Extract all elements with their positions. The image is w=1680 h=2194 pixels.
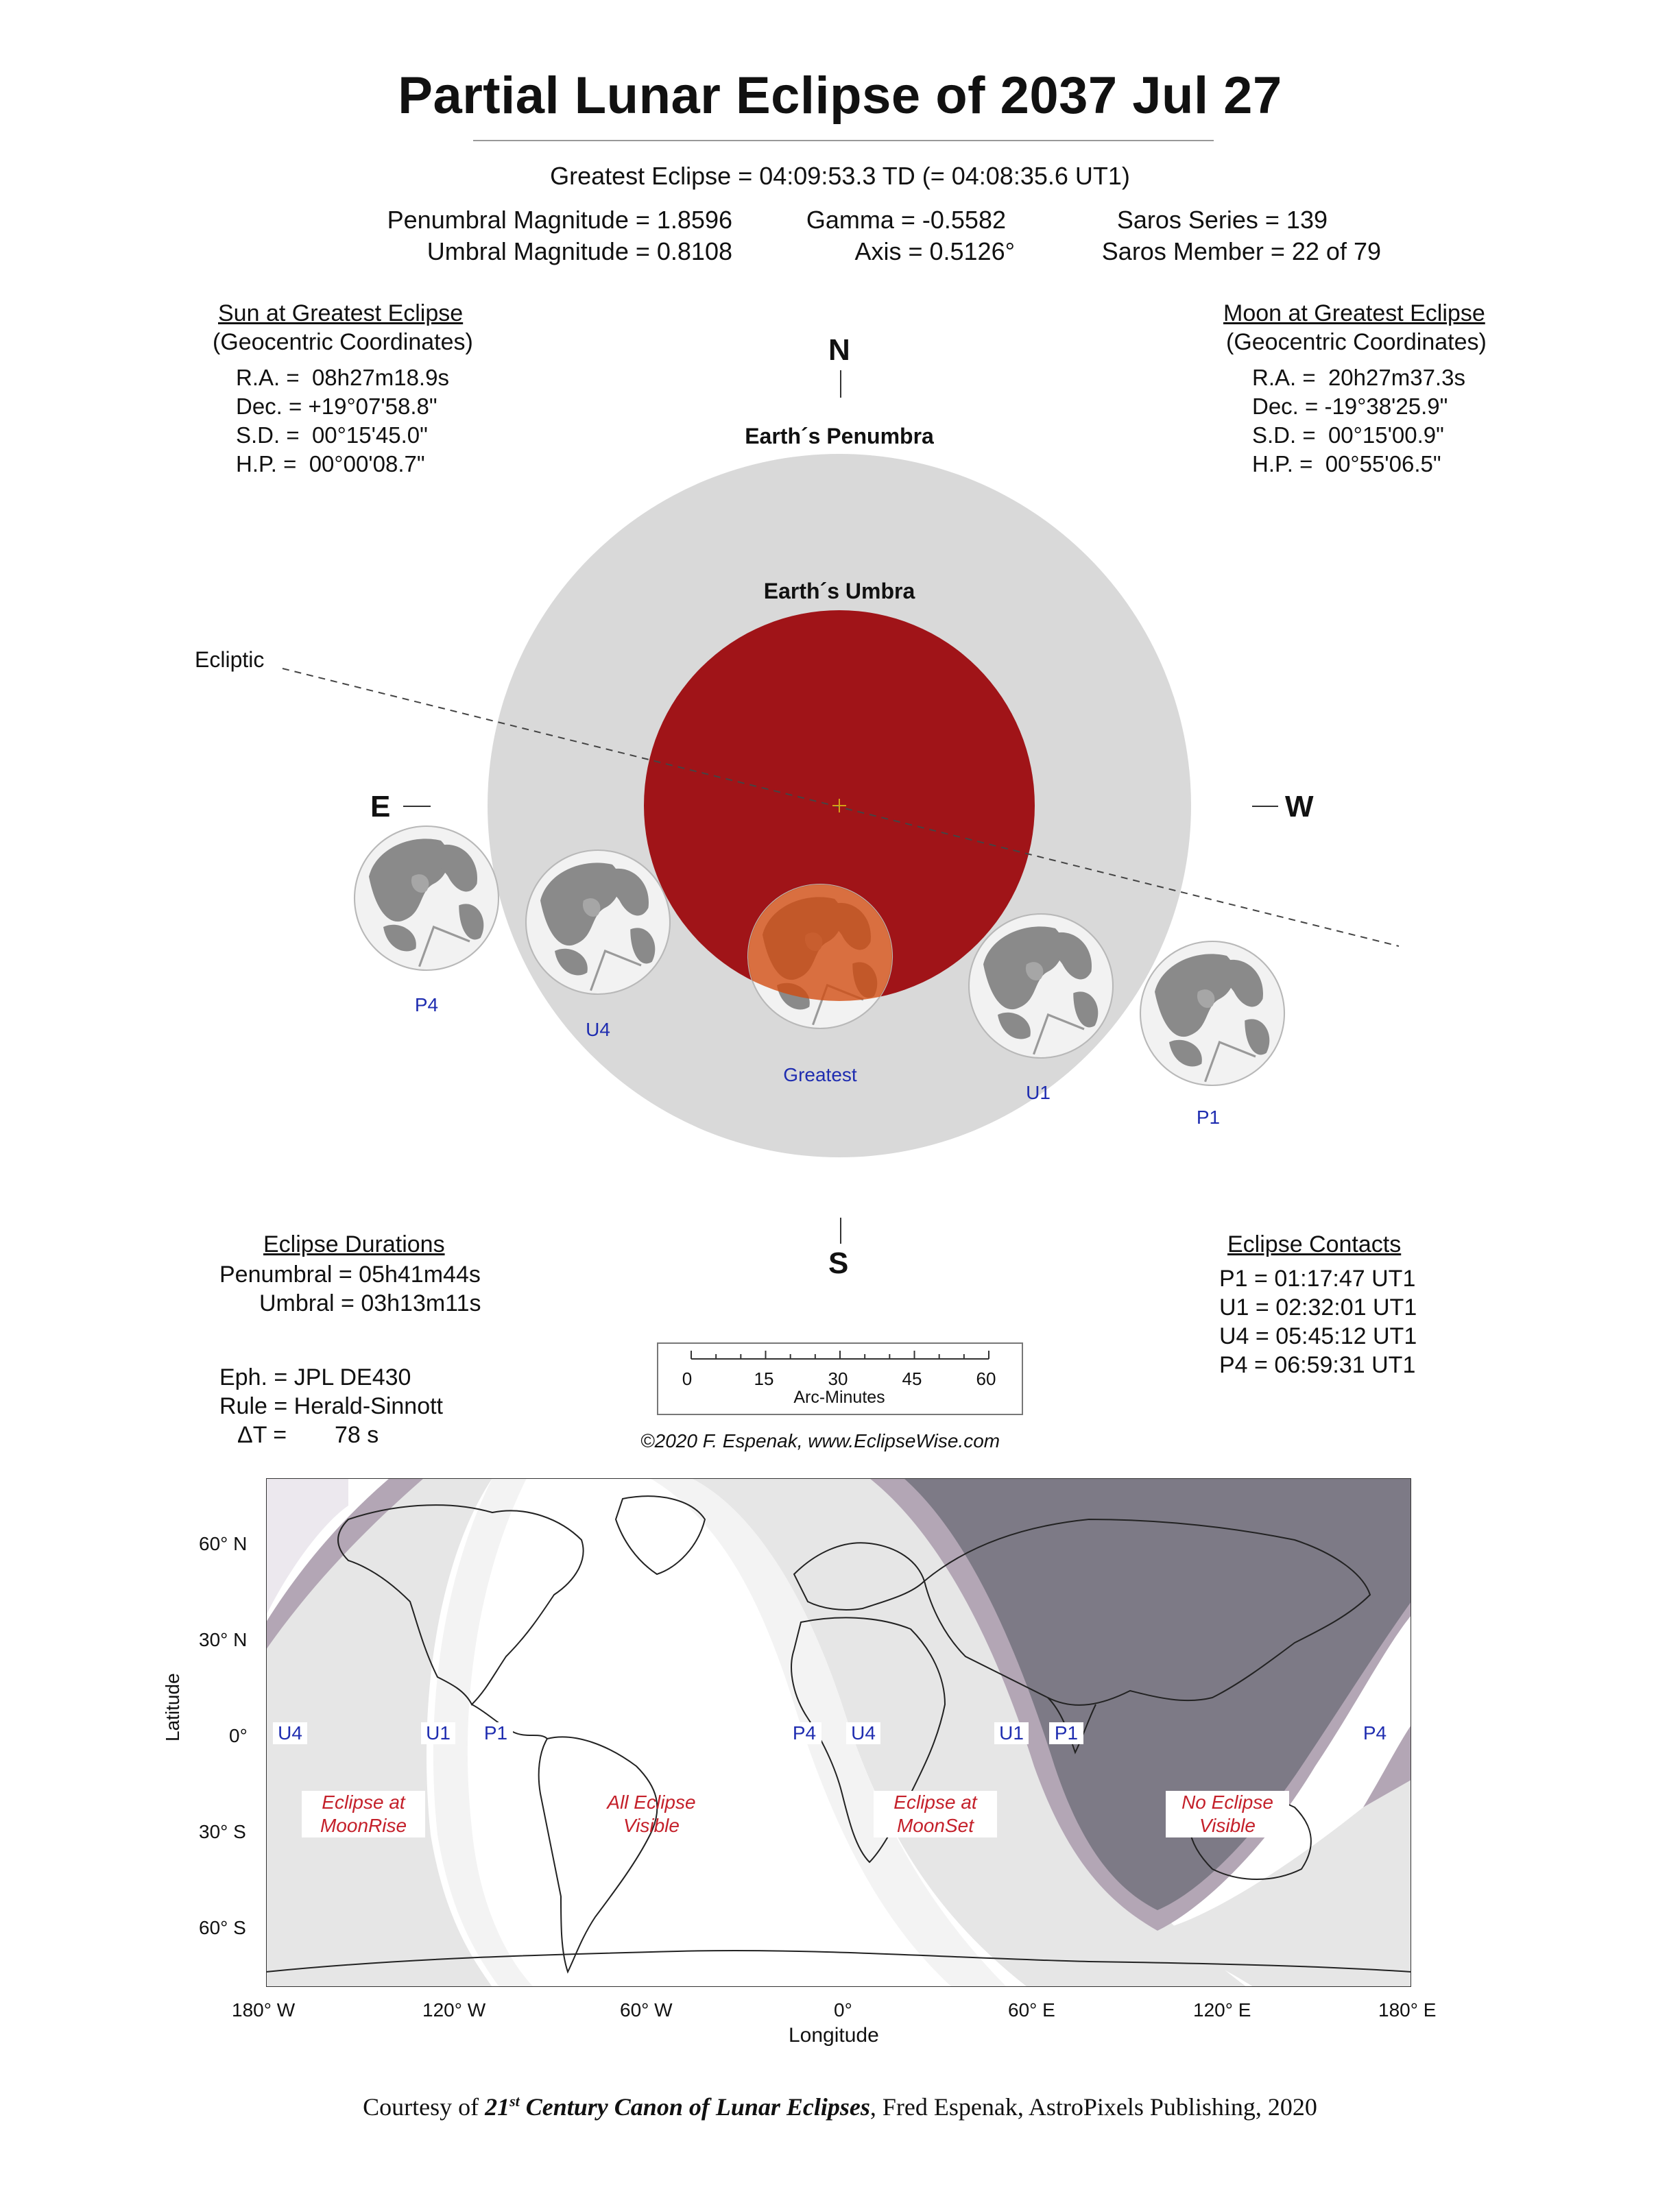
credit-canon: Century Canon of Lunar Eclipses — [519, 2093, 870, 2121]
ecliptic-label: Ecliptic — [195, 647, 265, 672]
u4-label: U4 — [586, 1019, 610, 1040]
contact-u1: U1 = 02:32:01 UT1 — [1219, 1294, 1417, 1321]
contacts-heading: Eclipse Contacts — [1227, 1231, 1402, 1257]
moon-hp: H.P. = 00°55'06.5" — [1252, 451, 1441, 477]
map-p4-right: P4 — [1358, 1722, 1392, 1744]
lat-60n: 60° N — [199, 1533, 248, 1554]
scale-tick-15: 15 — [754, 1369, 774, 1389]
map-p1-left: P1 — [479, 1722, 513, 1744]
sun-ra: R.A. = 08h27m18.9s — [236, 365, 449, 390]
lat-30n: 30° N — [199, 1629, 248, 1650]
lat-30s: 30° S — [199, 1821, 246, 1842]
penumbra-label: Earth´s Penumbra — [745, 424, 934, 448]
ephemeris: Eph. = JPL DE430 — [219, 1364, 411, 1390]
delta-t-label: ΔT = — [237, 1422, 287, 1448]
page-title: Partial Lunar Eclipse of 2037 Jul 27 — [398, 67, 1282, 125]
map-u1-left: U1 — [421, 1722, 455, 1744]
sun-subheading: (Geocentric Coordinates) — [213, 329, 473, 355]
umbral-magnitude: Umbral Magnitude = 0.8108 — [427, 237, 732, 265]
lon-60w: 60° W — [620, 1999, 673, 2021]
moon-ra: R.A. = 20h27m37.3s — [1252, 365, 1465, 390]
umbral-duration: Umbral = 03h13m11s — [259, 1290, 481, 1316]
copyright: ©2020 F. Espenak, www.EclipseWise.com — [640, 1430, 1000, 1451]
contact-p4: P4 = 06:59:31 UT1 — [1219, 1352, 1416, 1378]
moon-subheading: (Geocentric Coordinates) — [1226, 329, 1487, 355]
greatest-eclipse-time: Greatest Eclipse = 04:09:53.3 TD (= 04:08:35.6 UT1) — [550, 162, 1130, 190]
saros-series: Saros Series = 139 — [1116, 206, 1328, 234]
lon-60e: 60° E — [1008, 1999, 1055, 2021]
p4-label: P4 — [414, 994, 439, 1015]
moon-dec: Dec. = -19°38'25.9" — [1252, 394, 1448, 419]
gamma-value: Gamma = -0.5582 — [806, 206, 1006, 234]
north-label: N — [828, 333, 850, 367]
moon-u1 — [969, 914, 1113, 1058]
moon-sd: S.D. = 00°15'00.9" — [1252, 422, 1444, 448]
east-label: E — [370, 790, 391, 823]
umbra-label: Earth´s Umbra — [763, 579, 915, 603]
map-p4-mid: P4 — [787, 1722, 821, 1744]
durations-heading: Eclipse Durations — [263, 1231, 445, 1257]
saros-member: Saros Member = 22 of 79 — [1101, 237, 1381, 265]
credit-author: , Fred Espenak, AstroPixels Publishing, 2020 — [869, 2093, 1317, 2121]
axis-value: Axis = 0.5126° — [854, 237, 1015, 265]
scale-tick-30: 30 — [828, 1369, 848, 1389]
lon-0: 0° — [834, 1999, 852, 2021]
delta-t-value: 78 s — [335, 1422, 379, 1448]
map-u4-left: U4 — [273, 1722, 307, 1744]
lon-180w: 180° W — [232, 1999, 296, 2021]
map-p1-right: P1 — [1049, 1722, 1083, 1744]
sun-hp: H.P. = 00°00'08.7" — [236, 451, 425, 477]
p1-label: P1 — [1196, 1107, 1221, 1128]
scale-unit: Arc-Minutes — [793, 1388, 885, 1407]
note-moonrise: Eclipse at MoonRise — [302, 1791, 425, 1837]
moon-heading: Moon at Greatest Eclipse — [1223, 300, 1485, 326]
penumbral-magnitude: Penumbral Magnitude = 1.8596 — [387, 206, 732, 234]
lon-120e: 120° E — [1193, 1999, 1251, 2021]
credit-courtesy: Courtesy of — [363, 2093, 485, 2121]
u1-label: U1 — [1026, 1082, 1051, 1103]
south-label: S — [828, 1246, 849, 1280]
moon-u4 — [526, 850, 670, 994]
scale-tick-45: 45 — [902, 1369, 922, 1389]
penumbral-duration: Penumbral = 05h41m44s — [219, 1262, 481, 1288]
credit-century: 21 — [485, 2093, 510, 2121]
lon-180e: 180° E — [1378, 1999, 1437, 2021]
sun-sd: S.D. = 00°15'45.0" — [236, 422, 428, 448]
lat-60s: 60° S — [199, 1917, 246, 1938]
greatest-label: Greatest — [783, 1064, 857, 1085]
credit-st: st — [509, 2093, 520, 2110]
sun-heading: Sun at Greatest Eclipse — [218, 300, 464, 326]
map-u4-mid: U4 — [846, 1722, 880, 1744]
scale-tick-60: 60 — [976, 1369, 996, 1389]
latitude-axis-label: Latitude — [162, 1673, 183, 1741]
note-all-visible: All Eclipse Visible — [607, 1792, 696, 1836]
contact-p1: P1 = 01:17:47 UT1 — [1219, 1266, 1416, 1292]
lat-0: 0° — [229, 1725, 248, 1746]
rule: Rule = Herald-Sinnott — [219, 1393, 444, 1419]
map-u1-right: U1 — [994, 1722, 1029, 1744]
credit-line — [0, 2093, 1680, 2121]
scale-tick-0: 0 — [682, 1369, 693, 1389]
contact-u4: U4 = 05:45:12 UT1 — [1219, 1323, 1417, 1349]
moon-greatest — [748, 884, 892, 1028]
moon-p1 — [1140, 941, 1284, 1085]
longitude-axis-label: Longitude — [789, 2024, 879, 2047]
lon-120w: 120° W — [422, 1999, 486, 2021]
west-label: W — [1285, 790, 1314, 823]
moon-p4 — [355, 826, 499, 970]
note-no-eclipse: No Eclipse Visible — [1166, 1791, 1289, 1837]
sun-dec: Dec. = +19°07'58.8" — [236, 394, 437, 419]
note-moonset: Eclipse at MoonSet — [874, 1791, 997, 1837]
